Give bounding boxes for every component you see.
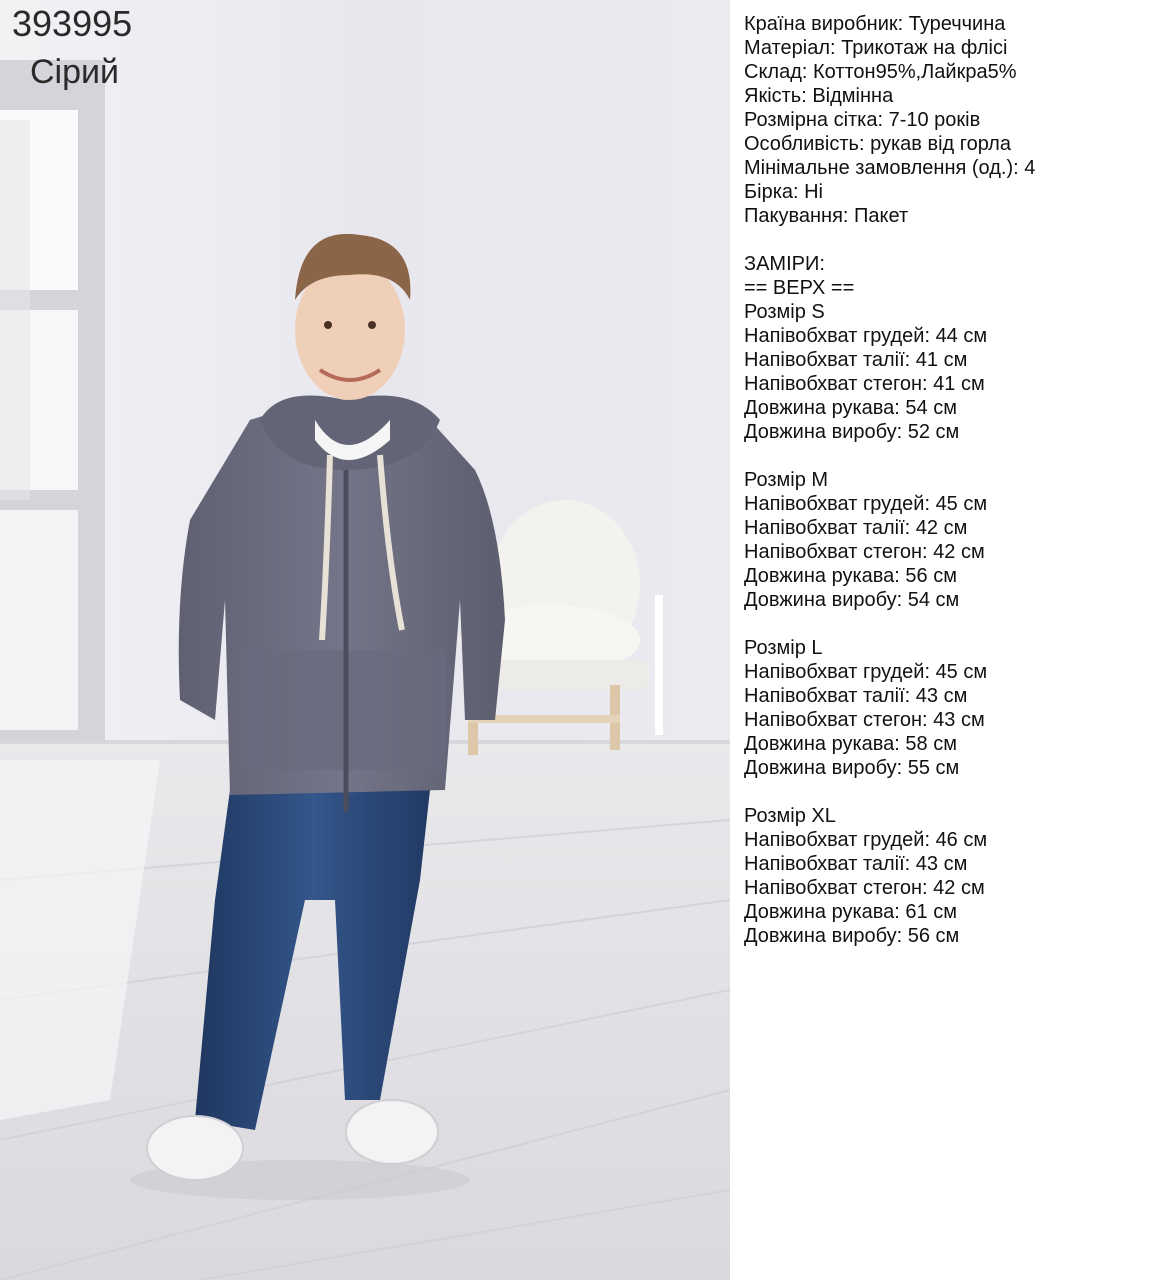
size-line: Напівобхват грудей: 45 см <box>744 661 988 683</box>
size-line: Довжина виробу: 56 см <box>744 925 960 947</box>
size-name: Розмір M <box>744 469 829 491</box>
right-shoe <box>346 1100 438 1164</box>
size-line: Напівобхват талії: 43 см <box>744 685 968 707</box>
spec-packaging: Пакування: Пакет <box>744 205 909 227</box>
size-name: Розмір S <box>744 301 825 323</box>
size-block-l <box>744 636 1154 780</box>
spec-min-order: Мінімальне замовлення (од.): 4 <box>744 157 1036 179</box>
product-info-panel <box>744 12 1154 948</box>
spec-composition: Склад: Коттон95%,Лайкра5% <box>744 61 1017 83</box>
product-sku: 393995 <box>12 3 133 44</box>
product-color-label: Сірий <box>30 53 120 91</box>
specs-list <box>744 12 1154 228</box>
size-name: Розмір XL <box>744 805 836 827</box>
window <box>0 60 105 760</box>
size-line: Напівобхват талії: 41 см <box>744 349 968 371</box>
size-line: Напівобхват грудей: 44 см <box>744 325 988 347</box>
size-line: Напівобхват стегон: 41 см <box>744 373 985 395</box>
size-line: Напівобхват стегон: 42 см <box>744 877 985 899</box>
size-line: Довжина рукава: 61 см <box>744 901 957 923</box>
size-line: Довжина рукава: 58 см <box>744 733 957 755</box>
size-line: Напівобхват грудей: 45 см <box>744 493 988 515</box>
size-line: Напівобхват грудей: 46 см <box>744 829 988 851</box>
spec-quality: Якість: Відмінна <box>744 85 894 107</box>
size-line: Напівобхват талії: 42 см <box>744 517 968 539</box>
size-line: Довжина виробу: 52 см <box>744 421 960 443</box>
size-line: Напівобхват талії: 43 см <box>744 853 968 875</box>
spec-country: Країна виробник: Туреччина <box>744 13 1006 35</box>
size-line: Довжина виробу: 54 см <box>744 589 960 611</box>
size-block-m <box>744 468 1154 612</box>
size-line: Довжина рукава: 54 см <box>744 397 957 419</box>
size-block-s <box>744 300 1154 444</box>
measurements-section: == ВЕРХ == <box>744 277 855 299</box>
measurements-title: ЗАМІРИ: <box>744 253 825 275</box>
left-shoe <box>147 1116 243 1180</box>
size-line: Напівобхват стегон: 43 см <box>744 709 985 731</box>
spec-size-range: Розмірна сітка: 7-10 років <box>744 109 981 131</box>
spec-tag: Бірка: Ні <box>744 181 824 203</box>
size-name: Розмір L <box>744 637 823 659</box>
spec-feature: Особливість: рукав від горла <box>744 133 1011 155</box>
spec-material: Матеріал: Трикотаж на флісі <box>744 37 1008 59</box>
size-line: Напівобхват стегон: 42 см <box>744 541 985 563</box>
size-block-xl <box>744 804 1154 948</box>
size-line: Довжина виробу: 55 см <box>744 757 960 779</box>
size-line: Довжина рукава: 56 см <box>744 565 957 587</box>
